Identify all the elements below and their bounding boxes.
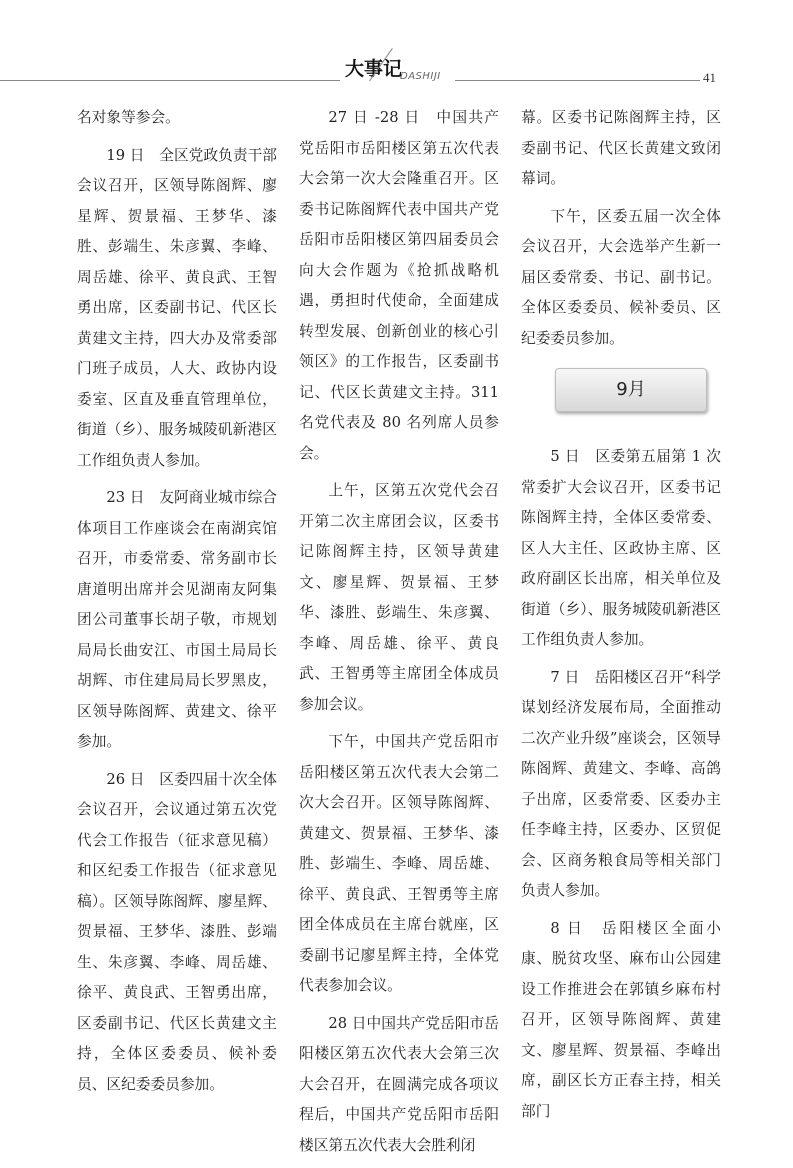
paragraph: 上午，区第五次党代会召开第二次主席团会议，区委书记陈阁辉主持，区领导黄建文、廖星辉、贺景福、王梦华、漆胜、彭端生、朱彦翼、李峰、周岳雄、徐平、黄良武、王智勇等主席团全体成员参加会议。 — [299, 482, 499, 713]
paragraph: 23 日 友阿商业城市综合体项目工作座谈会在南湖宾馆召开，市委常委、常务副市长唐道明出席并会见湖南友阿集团公司董事长胡子敬，市规划局局长曲安江、市国土局局长胡辉、市住建局局长罗黑皮，区领导陈阁辉、黄建文、徐平参加。 — [77, 489, 277, 750]
month-heading-badge: 9月 — [555, 368, 707, 412]
paragraph: 幕。区委书记陈阁辉主持，区委副书记、代区长黄建文致闭幕词。 — [521, 109, 721, 187]
text-column-1 — [77, 103, 277, 1107]
text-column-2 — [299, 103, 499, 1168]
paragraph: 28 日中国共产党岳阳市岳阳楼区第五次代表大会第三次大会召开，在圆满完成各项议程后，中国共产党岳阳市岳阳楼区第五次代表大会胜利闭 — [299, 1014, 499, 1154]
paragraph: 7 日 岳阳楼区召开“科学谋划经济发展布局，全面推动二次产业升级”座谈会，区领导陈阁辉、黄建文、李峰、高鸽子出席，区委常委、区委办主任李峰主持，区委办、区贸促会、区商务粮食局等相关部门负责人参加。 — [521, 668, 721, 899]
section-subtitle: DASHIJI — [400, 71, 441, 82]
header-rule-left — [0, 80, 340, 81]
header-rule-right — [455, 80, 700, 81]
paragraph: 27 日 -28 日 中国共产党岳阳市岳阳楼区第五次代表大会第一次大会隆重召开。区委书记陈阁辉代表中国共产党岳阳市岳阳楼区第四届委员会向大会作题为《抢抓战略机遇，勇担时代使命，全面建成转型发展、创新创业的核心引领区》的工作报告，区委副书记、代区长黄建文主持。311 名党代表及 80 名列席人员参会。 — [299, 109, 499, 462]
paragraph: 下午，中国共产党岳阳市岳阳楼区第五次代表大会第二次大会召开。区领导陈阁辉、黄建文、贺景福、王梦华、漆胜、彭端生、李峰、周岳雄、徐平、黄良武、王智勇等主席团全体成员在主席台就座，区委副书记廖星辉主持，全体党代表参加会议。 — [299, 733, 499, 994]
paragraph: 19 日 全区党政负责干部会议召开，区领导陈阁辉、廖星辉、贺景福、王梦华、漆胜、彭端生、朱彦翼、李峰、周岳雄、徐平、黄良武、王智勇出席，区委副书记、代区长黄建文主持，四大办及常委部门班子成员，人大、政协内设委室、区直及垂直管理单位，街道（乡）、服务城陵矶新港区工作组负责人参加。 — [77, 146, 277, 469]
page-header — [0, 0, 793, 100]
paragraph: 26 日 区委四届十次全体会议召开，会议通过第五次党代会工作报告（征求意见稿）和区纪委工作报告（征求意见稿）。区领导陈阁辉、廖星辉、贺景福、王梦华、漆胜、彭端生、朱彦翼、李峰、周岳雄、徐平、黄良武、王智勇出席，区委副书记、代区长黄建文主持，全体区委委员、候补委员、区纪委委员参加。 — [77, 770, 277, 1093]
text-column-3 — [521, 103, 721, 1134]
paragraph: 名对象等参会。 — [77, 109, 180, 126]
paragraph: 下午，区委五届一次全体会议召开，大会选举产生新一届区委常委、书记、副书记。全体区委委员、候补委员、区纪委委员参加。 — [521, 207, 721, 347]
page-number: 41 — [703, 70, 716, 85]
paragraph: 5 日 区委第五届第 1 次常委扩大会议召开，区委书记陈阁辉主持，全体区委常委、区人大主任、区政协主席、区政府副区长出席，相关单位及街道（乡）、服务城陵矶新港区工作组负责人参加。 — [521, 448, 721, 648]
section-title: 大事记 — [345, 58, 403, 80]
paragraph: 8 日 岳阳楼区全面小康、脱贫攻坚、麻布山公园建设工作推进会在郭镇乡麻布村召开，区领导陈阁辉、黄建文、廖星辉、贺景福、李峰出席，副区长方正春主持，相关部门 — [521, 919, 721, 1120]
